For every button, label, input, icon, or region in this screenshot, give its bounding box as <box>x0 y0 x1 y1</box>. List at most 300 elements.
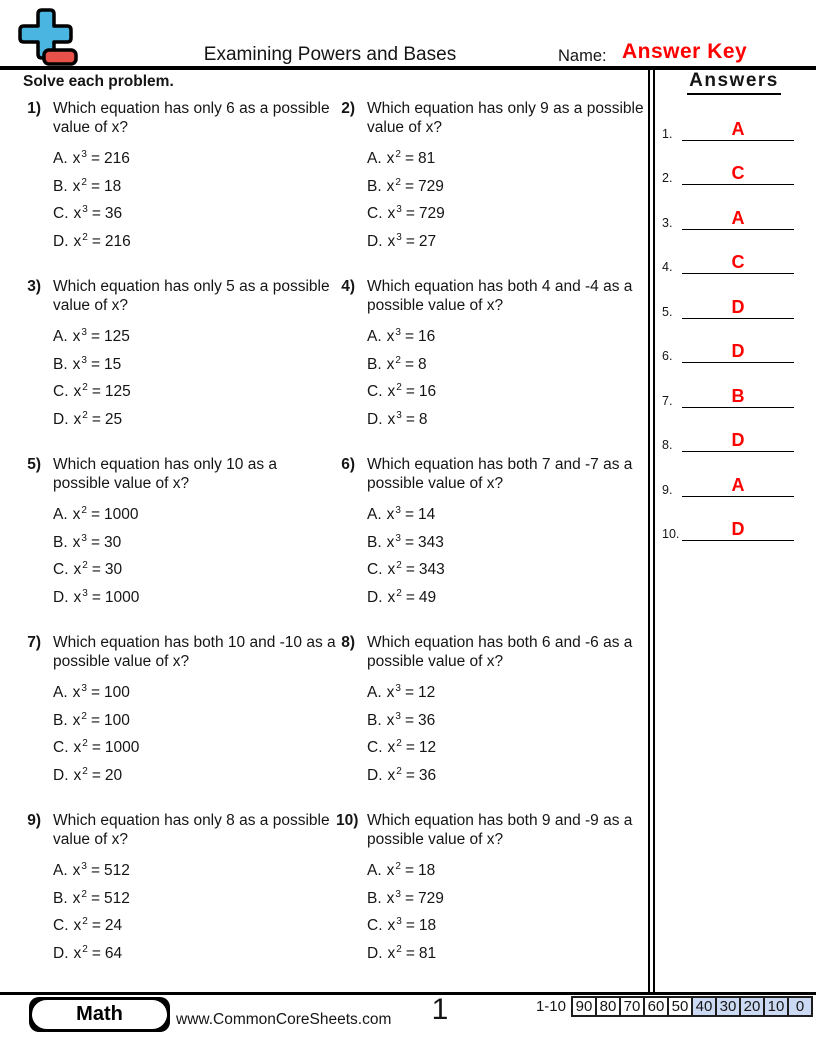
answer-option <box>367 763 646 791</box>
answer-number: 2. <box>662 171 673 185</box>
answer-letter: B <box>731 385 745 406</box>
problem-question: Which equation has only 9 as a possible value of x? <box>367 100 644 136</box>
option-base: x <box>73 205 82 222</box>
problem-question: Which equation has both 6 and -6 as a possible value of x? <box>367 634 633 670</box>
option-exponent: 3 <box>395 327 401 338</box>
answer-letter: A <box>731 207 745 228</box>
answer-number: 9. <box>662 482 673 497</box>
grade-cell: 60 <box>643 996 669 1017</box>
header-divider <box>0 66 816 70</box>
option-value: 1000 <box>104 588 140 606</box>
answer-option <box>367 557 646 585</box>
option-exponent: 3 <box>81 354 87 366</box>
problem-number: 4) <box>341 278 355 295</box>
option-label: A. <box>367 328 382 345</box>
option-equals: = <box>404 355 415 373</box>
option-exponent: 3 <box>396 916 402 927</box>
problem <box>24 455 338 633</box>
option-base: x <box>386 150 395 167</box>
answer-blank-line <box>682 386 794 408</box>
option-base: x <box>387 944 396 962</box>
problem <box>338 99 646 277</box>
option-base: x <box>73 232 82 250</box>
option-value: 30 <box>104 533 122 551</box>
answer-option <box>367 858 646 886</box>
option-label: C. <box>53 739 69 756</box>
problem-options <box>367 146 646 256</box>
problem-options <box>53 680 338 790</box>
option-exponent: 2 <box>82 409 88 421</box>
answer-number: 3. <box>662 215 673 230</box>
option-equals: = <box>404 150 415 167</box>
problem-number: 9) <box>27 812 41 829</box>
option-exponent: 3 <box>82 587 88 599</box>
option-base: x <box>386 711 395 729</box>
option-exponent: 2 <box>396 382 402 393</box>
answer-option <box>53 146 338 174</box>
option-label: D. <box>367 232 383 250</box>
option-label: B. <box>367 889 382 907</box>
answer-option <box>53 763 338 791</box>
problem-options <box>367 858 646 968</box>
answer-option <box>53 530 338 558</box>
answer-key-label: Answer Key <box>622 40 748 63</box>
option-exponent: 2 <box>395 176 401 188</box>
option-exponent: 2 <box>81 505 87 516</box>
option-exponent: 2 <box>82 560 88 571</box>
option-label: A. <box>367 150 382 167</box>
problem-number: 10) <box>336 812 359 829</box>
option-base: x <box>387 383 396 400</box>
option-base: x <box>386 328 395 345</box>
problem <box>24 277 338 455</box>
option-value: 12 <box>418 684 436 701</box>
answer-row <box>656 452 812 497</box>
option-value: 729 <box>418 889 444 907</box>
answer-blank-line <box>682 430 794 452</box>
answer-row <box>656 408 812 453</box>
option-base: x <box>387 410 396 428</box>
problem-number: 1) <box>27 100 41 117</box>
problem-number: 2) <box>341 100 355 117</box>
option-label: B. <box>53 533 68 551</box>
answer-option <box>53 735 338 763</box>
page-number: 1 <box>431 993 449 1026</box>
answer-option <box>53 941 338 969</box>
option-label: C. <box>367 917 383 934</box>
option-equals: = <box>91 410 101 428</box>
answer-option <box>367 352 646 380</box>
answer-option <box>53 324 338 352</box>
option-equals: = <box>90 328 101 345</box>
option-value: 729 <box>418 177 444 195</box>
option-base: x <box>386 862 395 879</box>
problem-header <box>338 277 646 315</box>
option-equals: = <box>91 232 101 250</box>
option-base: x <box>73 917 82 934</box>
answer-number: 10. <box>662 527 680 541</box>
option-equals: = <box>91 766 101 784</box>
option-equals: = <box>91 561 101 578</box>
option-base: x <box>386 355 395 373</box>
option-base: x <box>387 561 396 578</box>
option-exponent: 2 <box>81 710 87 722</box>
answer-option <box>367 735 646 763</box>
option-base: x <box>72 711 81 729</box>
problem-options <box>367 502 646 612</box>
option-base: x <box>387 739 396 756</box>
option-exponent: 3 <box>81 149 87 160</box>
option-value: 1000 <box>104 739 140 756</box>
answer-option <box>53 680 338 708</box>
option-exponent: 2 <box>395 354 401 366</box>
problem-header <box>338 633 646 671</box>
option-value: 14 <box>418 506 436 523</box>
answer-option <box>53 407 338 435</box>
option-equals: = <box>405 917 415 934</box>
option-equals: = <box>405 410 415 428</box>
option-base: x <box>73 944 82 962</box>
option-label: B. <box>53 177 68 195</box>
option-label: B. <box>367 355 382 373</box>
option-equals: = <box>405 383 415 400</box>
option-exponent: 3 <box>82 204 88 215</box>
problem-question: Which equation has both 9 and -9 as a possible value of x? <box>367 812 633 848</box>
answer-number: 8. <box>662 438 673 452</box>
option-value: 12 <box>418 739 437 756</box>
option-exponent: 3 <box>396 231 402 243</box>
answer-blank-line <box>682 519 794 541</box>
option-base: x <box>72 862 81 879</box>
option-exponent: 2 <box>396 765 402 777</box>
option-label: B. <box>53 355 68 373</box>
answer-option <box>367 886 646 914</box>
option-exponent: 2 <box>396 943 402 955</box>
option-equals: = <box>91 739 101 756</box>
option-equals: = <box>90 862 101 879</box>
option-exponent: 2 <box>396 560 402 571</box>
option-base: x <box>72 506 81 523</box>
option-base: x <box>73 588 82 606</box>
option-exponent: 3 <box>396 204 402 215</box>
answer-option <box>53 708 338 736</box>
option-label: C. <box>367 205 383 222</box>
option-label: B. <box>367 533 382 551</box>
answer-number: 5. <box>662 304 673 319</box>
option-equals: = <box>404 711 415 729</box>
option-label: A. <box>367 862 382 879</box>
option-equals: = <box>405 739 415 756</box>
answer-row <box>656 363 812 408</box>
problem-number: 3) <box>27 278 41 295</box>
option-value: 8 <box>418 355 427 373</box>
option-exponent: 3 <box>81 683 87 694</box>
option-exponent: 2 <box>395 149 401 160</box>
instructions: Solve each problem. <box>23 73 174 90</box>
option-equals: = <box>90 711 101 729</box>
option-label: A. <box>53 506 68 523</box>
problem <box>24 633 338 811</box>
option-equals: = <box>404 177 415 195</box>
option-equals: = <box>91 917 101 934</box>
answer-option <box>367 530 646 558</box>
option-value: 16 <box>418 328 436 345</box>
option-exponent: 3 <box>395 888 401 900</box>
option-base: x <box>386 506 395 523</box>
answers-header <box>658 70 810 95</box>
problems-grid <box>24 99 646 989</box>
answer-option <box>367 680 646 708</box>
option-label: D. <box>367 766 383 784</box>
page-title: Examining Powers and Bases <box>203 44 457 65</box>
grade-cell: 40 <box>691 996 717 1017</box>
answer-number: 4. <box>662 260 673 274</box>
option-equals: = <box>404 328 415 345</box>
option-label: C. <box>53 917 69 934</box>
problem-question: Which equation has only 6 as a possible value of x? <box>53 100 330 136</box>
option-value: 729 <box>418 205 445 222</box>
option-value: 81 <box>418 944 437 962</box>
option-label: D. <box>53 588 69 606</box>
grade-cell: 70 <box>619 996 645 1017</box>
option-base: x <box>73 739 82 756</box>
option-label: A. <box>53 862 68 879</box>
answer-letter: D <box>731 430 745 450</box>
answer-number: 6. <box>662 349 673 363</box>
plus-minus-logo-icon <box>16 7 80 74</box>
option-value: 125 <box>104 328 130 345</box>
option-equals: = <box>404 533 415 551</box>
answer-letter: C <box>731 163 745 183</box>
answer-option <box>53 886 338 914</box>
answer-option <box>367 585 646 613</box>
option-equals: = <box>90 177 101 195</box>
option-label: C. <box>53 205 69 222</box>
answer-blank-line <box>682 163 794 185</box>
grade-cell: 90 <box>571 996 597 1017</box>
option-value: 20 <box>104 766 123 784</box>
option-equals: = <box>91 383 101 400</box>
answer-letter: C <box>731 252 745 272</box>
problem <box>338 811 646 989</box>
grading-table <box>536 996 813 1017</box>
answer-option <box>53 229 338 257</box>
answer-row <box>656 319 812 364</box>
problem <box>338 277 646 455</box>
option-equals: = <box>405 205 415 222</box>
option-equals: = <box>90 150 101 167</box>
problem-number: 8) <box>341 634 355 651</box>
grade-cell: 20 <box>739 996 765 1017</box>
option-value: 216 <box>104 232 131 250</box>
option-base: x <box>72 889 81 907</box>
option-equals: = <box>405 232 415 250</box>
answers-column-divider <box>648 69 655 993</box>
option-value: 27 <box>418 232 437 250</box>
option-equals: = <box>91 588 101 606</box>
option-value: 25 <box>104 410 123 428</box>
option-exponent: 3 <box>81 861 87 872</box>
problem-header <box>24 99 338 137</box>
answers-list <box>656 96 812 541</box>
answer-option <box>367 502 646 530</box>
answer-option <box>367 174 646 202</box>
option-base: x <box>72 533 81 551</box>
option-exponent: 2 <box>82 382 88 393</box>
option-label: C. <box>53 383 69 400</box>
problem-number: 5) <box>27 456 41 473</box>
answer-option <box>367 708 646 736</box>
option-base: x <box>387 917 396 934</box>
answer-blank-line <box>682 208 794 230</box>
option-equals: = <box>404 506 415 523</box>
problem-options <box>367 680 646 790</box>
answer-letter: A <box>731 118 745 139</box>
option-exponent: 2 <box>82 738 88 749</box>
option-value: 18 <box>418 917 437 934</box>
option-value: 18 <box>418 862 436 879</box>
answer-letter: D <box>731 341 745 361</box>
answer-option <box>367 324 646 352</box>
option-exponent: 2 <box>82 943 88 955</box>
answer-option <box>53 201 338 229</box>
answer-option <box>53 174 338 202</box>
option-equals: = <box>404 889 415 907</box>
problem-number: 6) <box>341 456 355 473</box>
option-base: x <box>73 766 82 784</box>
option-exponent: 2 <box>396 738 402 749</box>
answer-letter: D <box>731 296 745 317</box>
problem-question: Which equation has only 5 as a possible value of x? <box>53 278 330 314</box>
option-base: x <box>387 232 396 250</box>
option-label: D. <box>53 232 69 250</box>
option-exponent: 2 <box>81 888 87 900</box>
option-label: D. <box>53 410 69 428</box>
option-equals: = <box>405 561 415 578</box>
option-value: 512 <box>104 889 130 907</box>
option-value: 15 <box>104 355 122 373</box>
answer-option <box>53 557 338 585</box>
option-exponent: 3 <box>396 409 402 421</box>
option-value: 36 <box>418 711 436 729</box>
option-label: A. <box>367 684 382 701</box>
problem-header <box>24 277 338 315</box>
option-value: 343 <box>418 533 444 551</box>
option-exponent: 3 <box>395 532 401 544</box>
problem-header <box>24 811 338 849</box>
option-base: x <box>73 561 82 578</box>
answer-option <box>53 502 338 530</box>
answer-option <box>367 229 646 257</box>
problem <box>24 811 338 989</box>
grade-cell: 10 <box>763 996 789 1017</box>
problem <box>338 455 646 633</box>
option-label: D. <box>367 588 383 606</box>
option-equals: = <box>405 766 415 784</box>
grade-cell: 0 <box>787 996 813 1017</box>
option-label: D. <box>367 944 383 962</box>
grade-range-label: 1-10 <box>535 998 566 1015</box>
option-label: B. <box>53 889 68 907</box>
option-label: C. <box>367 561 383 578</box>
answer-number: 7. <box>662 393 673 408</box>
answer-number: 1. <box>662 126 673 141</box>
answer-letter: A <box>731 474 745 495</box>
option-value: 18 <box>104 177 122 195</box>
answer-blank-line <box>682 252 794 274</box>
option-label: A. <box>53 684 68 701</box>
option-value: 343 <box>418 561 445 578</box>
option-label: A. <box>53 150 68 167</box>
answer-row <box>656 497 812 542</box>
problem-question: Which equation has both 4 and -4 as a possible value of x? <box>367 278 633 314</box>
answer-blank-line <box>682 119 794 141</box>
problem-header <box>24 455 338 493</box>
option-base: x <box>387 205 396 222</box>
option-value: 36 <box>104 205 123 222</box>
option-exponent: 2 <box>81 176 87 188</box>
answer-row <box>656 274 812 319</box>
option-equals: = <box>90 889 101 907</box>
option-exponent: 3 <box>395 683 401 694</box>
option-label: A. <box>367 506 382 523</box>
option-base: x <box>386 177 395 195</box>
answer-option <box>53 858 338 886</box>
option-value: 49 <box>418 588 437 606</box>
option-base: x <box>386 684 395 701</box>
option-exponent: 3 <box>395 505 401 516</box>
option-equals: = <box>404 684 415 701</box>
option-value: 81 <box>418 150 436 167</box>
grade-cell: 30 <box>715 996 741 1017</box>
option-equals: = <box>405 944 415 962</box>
option-equals: = <box>90 684 101 701</box>
problem-header <box>338 455 646 493</box>
problem-header <box>338 99 646 137</box>
option-value: 64 <box>104 944 123 962</box>
option-base: x <box>72 150 81 167</box>
problem-header <box>338 811 646 849</box>
option-label: B. <box>367 711 382 729</box>
option-base: x <box>386 889 395 907</box>
option-equals: = <box>90 533 101 551</box>
answer-blank-line <box>682 341 794 363</box>
option-value: 8 <box>418 410 428 428</box>
answer-row <box>656 96 812 141</box>
option-base: x <box>73 383 82 400</box>
problem-question: Which equation has only 8 as a possible value of x? <box>53 812 330 848</box>
problem-options <box>53 858 338 968</box>
option-label: C. <box>367 739 383 756</box>
option-equals: = <box>91 944 101 962</box>
option-exponent: 2 <box>82 231 88 243</box>
problem-options <box>53 502 338 612</box>
answer-option <box>53 913 338 941</box>
option-label: D. <box>53 944 69 962</box>
option-label: D. <box>53 766 69 784</box>
website-url: www.CommonCoreSheets.com <box>176 1011 392 1028</box>
answers-title: Answers <box>687 70 781 95</box>
answer-row <box>656 185 812 230</box>
problem-question: Which equation has both 7 and -7 as a possible value of x? <box>367 456 633 492</box>
option-value: 512 <box>104 862 130 879</box>
problem-header <box>24 633 338 671</box>
option-base: x <box>72 177 81 195</box>
option-exponent: 3 <box>81 327 87 338</box>
problem <box>24 99 338 277</box>
subject-badge <box>29 997 170 1032</box>
option-exponent: 2 <box>396 587 402 599</box>
